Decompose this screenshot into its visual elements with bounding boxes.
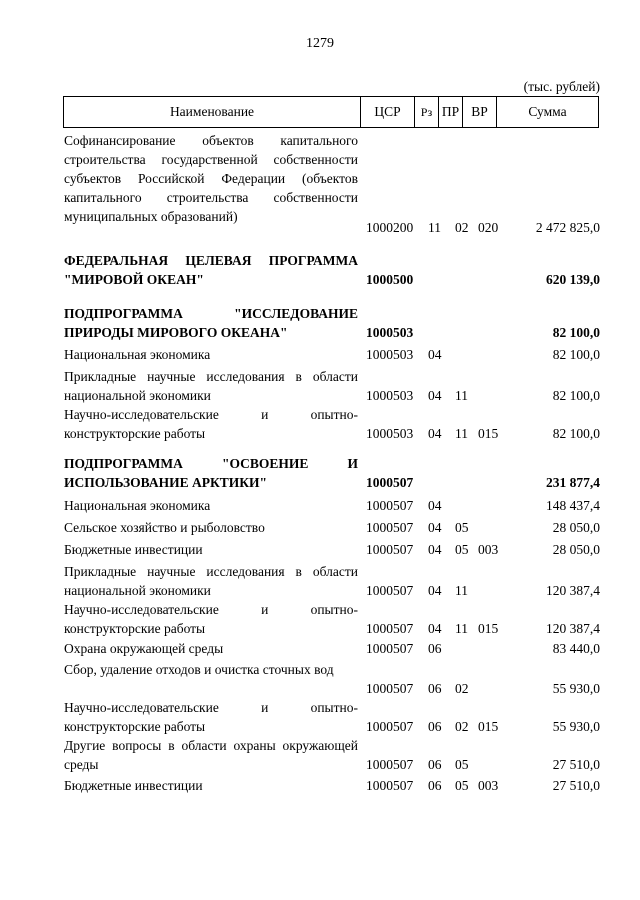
row-csr: 1000503 — [366, 347, 414, 362]
row-pr: 11 — [455, 426, 468, 441]
row-pr: 05 — [455, 520, 469, 535]
row-sum: 27 510,0 — [552, 757, 600, 772]
row-name: Прикладные научные исследования в области национальной экономики — [64, 564, 358, 598]
table-row — [0, 308, 640, 342]
row-rz: 06 — [428, 681, 442, 696]
row-name: Сбор, удаление отходов и очистка сточных вод — [64, 662, 334, 677]
row-sum: 28 050,0 — [552, 520, 600, 535]
row-pr: 05 — [455, 757, 469, 772]
row-pr: 11 — [455, 583, 468, 598]
table-row — [0, 600, 640, 638]
row-name: Научно-исследовательские и опытно-конструкторские работы — [64, 407, 358, 441]
row-rz: 06 — [428, 778, 442, 793]
header-vr: ВР — [462, 97, 496, 127]
row-pr: 05 — [455, 778, 469, 793]
table-row — [0, 639, 640, 658]
row-rz: 04 — [428, 347, 442, 362]
row-pr: 02 — [455, 220, 469, 235]
row-rz: 11 — [428, 220, 441, 235]
row-vr: 020 — [478, 220, 499, 235]
row-sum: 28 050,0 — [552, 542, 600, 557]
table-row — [0, 367, 640, 405]
row-sum: 120 387,4 — [546, 621, 600, 636]
row-rz: 06 — [428, 757, 442, 772]
row-name: Прикладные научные исследования в области национальной экономики — [64, 369, 358, 403]
row-sum: 2 472 825,0 — [535, 220, 600, 235]
row-csr: 1000507 — [366, 719, 414, 734]
row-name: Сельское хозяйство и рыболовство — [64, 520, 265, 535]
row-sum: 82 100,0 — [552, 388, 600, 403]
table-row — [0, 496, 640, 515]
table-row — [0, 405, 640, 443]
table-row — [0, 776, 640, 795]
row-sum: 82 100,0 — [552, 426, 600, 441]
row-csr: 1000507 — [366, 778, 414, 793]
table-row — [0, 458, 640, 492]
row-csr: 1000507 — [366, 475, 414, 490]
row-name: Другие вопросы в области охраны окружающей среды — [64, 738, 358, 772]
row-name: Софинансирование объектов капитального строительства государственной собственности субъектов Российской Федерации (объектов капитального строительства собственности муниципальных образований) — [64, 133, 358, 224]
row-rz: 04 — [428, 426, 442, 441]
units-label: (тыс. рублей) — [523, 79, 600, 94]
table-row — [0, 698, 640, 736]
row-csr: 1000507 — [366, 641, 414, 656]
row-sum: 231 877,4 — [546, 475, 600, 490]
row-rz: 06 — [428, 641, 442, 656]
table-row — [0, 660, 640, 698]
row-rz: 04 — [428, 542, 442, 557]
row-pr: 02 — [455, 681, 469, 696]
row-rz: 06 — [428, 719, 442, 734]
row-name: Научно-исследовательские и опытно-конструкторские работы — [64, 700, 358, 734]
header-sum: Сумма — [496, 97, 598, 127]
header-csr: ЦСР — [360, 97, 414, 127]
row-vr: 015 — [478, 426, 499, 441]
row-csr: 1000507 — [366, 621, 414, 636]
row-name: Национальная экономика — [64, 498, 211, 513]
row-pr: 11 — [455, 621, 468, 636]
row-csr: 1000507 — [366, 498, 414, 513]
row-rz: 04 — [428, 520, 442, 535]
header-name: Наименование — [169, 104, 255, 119]
row-rz: 04 — [428, 388, 442, 403]
table-row — [0, 255, 640, 289]
row-sum: 55 930,0 — [552, 681, 600, 696]
row-csr: 1000507 — [366, 583, 414, 598]
row-vr: 015 — [478, 719, 499, 734]
header-pr: ПР — [438, 97, 462, 127]
row-name: Бюджетные инвестиции — [64, 778, 203, 793]
row-pr: 11 — [455, 388, 468, 403]
row-vr: 003 — [478, 778, 499, 793]
header-rz: Рз — [414, 97, 438, 127]
table-row — [0, 562, 640, 600]
row-name: Научно-исследовательские и опытно-конструкторские работы — [64, 602, 358, 636]
table-row — [0, 736, 640, 774]
row-pr: 05 — [455, 542, 469, 557]
row-sum: 55 930,0 — [552, 719, 600, 734]
row-rz: 04 — [428, 498, 442, 513]
row-name: ПОДПРОГРАММА "ИССЛЕДОВАНИЕ ПРИРОДЫ МИРОВОГО ОКЕАНА" — [64, 306, 358, 340]
row-rz: 04 — [428, 583, 442, 598]
row-sum: 82 100,0 — [552, 347, 600, 362]
row-sum: 620 139,0 — [546, 272, 600, 287]
row-name: Национальная экономика — [64, 347, 211, 362]
row-csr: 1000507 — [366, 542, 414, 557]
table-row — [0, 540, 640, 559]
row-sum: 83 440,0 — [552, 641, 600, 656]
row-vr: 015 — [478, 621, 499, 636]
row-pr: 02 — [455, 719, 469, 734]
row-name: ФЕДЕРАЛЬНАЯ ЦЕЛЕВАЯ ПРОГРАММА "МИРОВОЙ ОКЕАН" — [64, 253, 358, 287]
row-name: ПОДПРОГРАММА "ОСВОЕНИЕ И ИСПОЛЬЗОВАНИЕ АРКТИКИ" — [64, 456, 358, 490]
row-name: Бюджетные инвестиции — [64, 542, 203, 557]
row-name: Охрана окружающей среды — [64, 641, 224, 656]
row-sum: 148 437,4 — [546, 498, 600, 513]
row-csr: 1000200 — [366, 220, 414, 235]
row-csr: 1000507 — [366, 681, 414, 696]
row-csr: 1000500 — [366, 272, 414, 287]
table-row — [0, 345, 640, 364]
row-csr: 1000503 — [366, 325, 414, 340]
row-csr: 1000507 — [366, 757, 414, 772]
row-csr: 1000507 — [366, 520, 414, 535]
row-rz: 04 — [428, 621, 442, 636]
page-number: 1279 — [306, 36, 334, 51]
table-row — [0, 131, 640, 237]
row-csr: 1000503 — [366, 426, 414, 441]
row-sum: 82 100,0 — [552, 325, 600, 340]
table-row — [0, 518, 640, 537]
row-sum: 120 387,4 — [546, 583, 600, 598]
row-sum: 27 510,0 — [552, 778, 600, 793]
row-vr: 003 — [478, 542, 499, 557]
row-csr: 1000503 — [366, 388, 414, 403]
